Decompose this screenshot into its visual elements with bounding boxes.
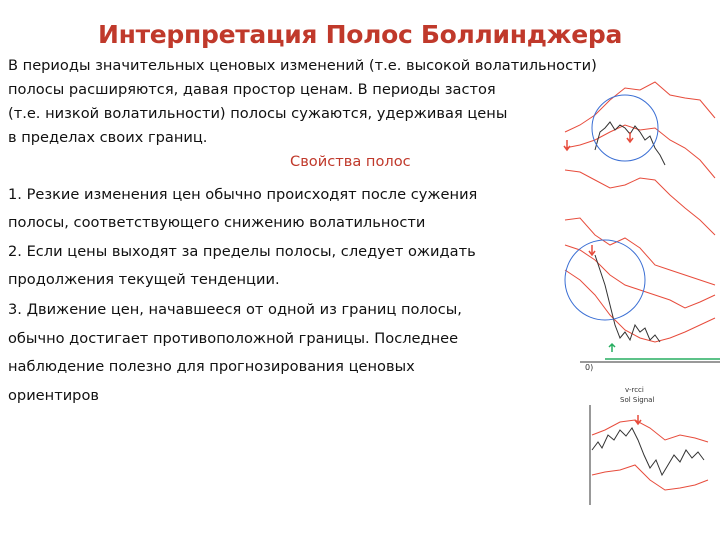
property-line-6: обычно достигает противоположной границы. Последнее [8,330,459,347]
intro-line-3: (т.е. низкой волатильности) полосы сужаются, удерживая цены [8,105,508,122]
upper-band-line [565,82,715,132]
signal-up-arrow [609,344,615,352]
upper-band-line-2 [565,218,715,285]
property-line-5: 3. Движение цен, начавшееся от одной из границ полосы, [8,301,462,318]
signal-down-arrow [564,140,570,150]
property-line-7: наблюдение полезно для прогнозирования ценовых [8,358,415,375]
property-line-3: 2. Если цены выходят за пределы полосы, следует ожидать [8,243,476,260]
property-line-8: ориентиров [8,387,99,404]
intro-line-2: полосы расширяются, давая простор ценам. В периоды застоя [8,81,496,98]
indicator-label-1: v-rcci [625,386,644,394]
properties-heading: Свойства полос [290,153,411,170]
property-line-4: продолжения текущей тенденции. [8,271,280,288]
property-line-2: полосы, соответствующего снижению волатильности [8,214,426,231]
indicator-band-upper [592,420,708,442]
band-panel-lower [565,218,720,362]
signal-down-arrow-3 [589,245,595,255]
bollinger-bands-chart [555,70,720,375]
price-line-2 [595,255,660,342]
indicator-line [592,428,704,475]
indicator-label-2: Sol Signal [620,396,655,404]
indicator-panel-chart [580,380,710,510]
middle-band-line [565,125,715,178]
intro-line-1: В периоды значительных ценовых изменений (т.е. высокой волатильности) [8,57,597,74]
chart-fragment-label: 0) [585,363,594,372]
lower-band-line [565,170,715,235]
slide-title: Интерпретация Полос Боллинджера [97,20,623,49]
band-panel-upper [564,82,715,235]
signal-down-arrow-2 [627,132,633,142]
intro-line-4: в пределах своих границ. [8,129,208,146]
property-line-1: 1. Резкие изменения цен обычно происходят после сужения [8,186,478,203]
